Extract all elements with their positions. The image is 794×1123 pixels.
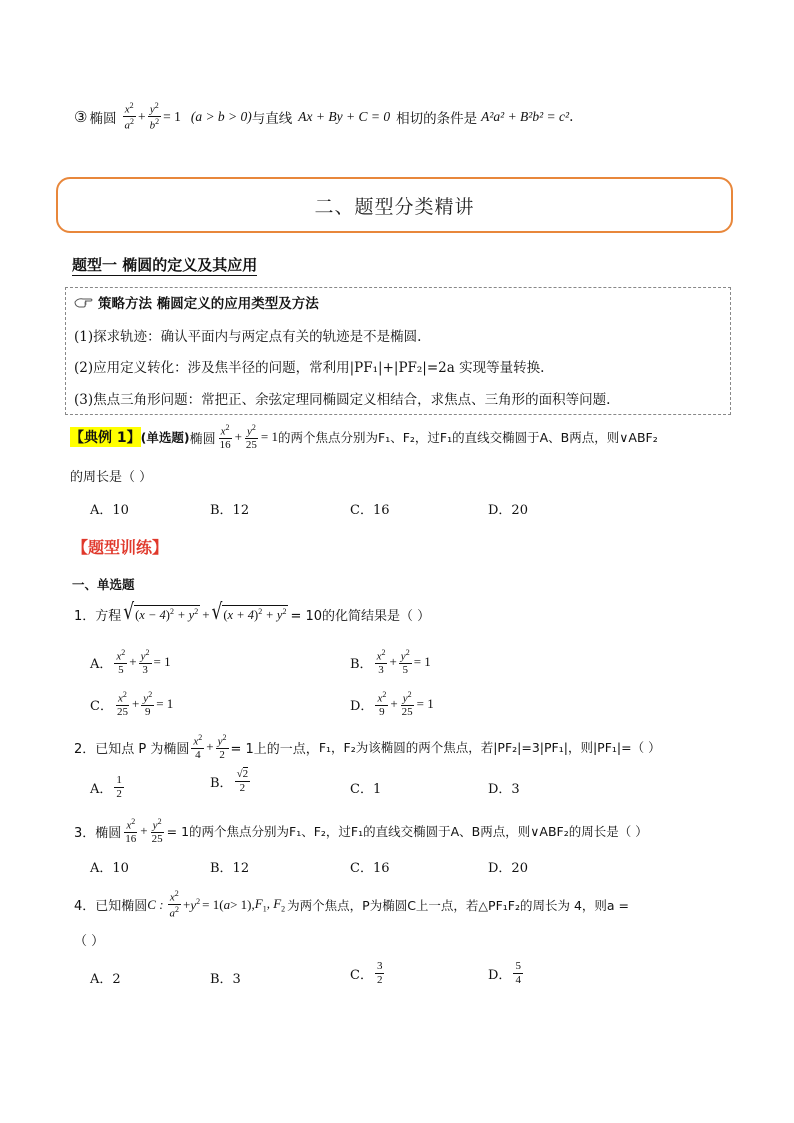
q3-tail: = 1的两个焦点分别为F₁、F₂，过F₁的直线交椭圆于A、B两点，则∨ABF₂的周长是（ ） [166,824,648,840]
q1-prefix: 1．方程 [74,609,122,624]
banner-title: 二、题型分类精讲 [314,195,475,218]
fraction-y2-3: $\frac{y^2}{3}$ [140,648,150,677]
question-type: (单选题) [140,430,190,446]
fraction-x2-16: $\frac{x^2}{16}$ [125,817,137,846]
q3-option-d[interactable]: D．20 [488,861,528,876]
fraction-y2-b2: $\frac{y^2}{b^2}$ [149,101,160,132]
question-3-line: 3．椭圆 $\frac{x^2}{16}$ + $\frac{y^2}{25}$ = 1的两个焦点分别为F₁、F₂，过F₁的直线交椭圆于A、B两点，则∨ABF₂的周长是（ ） [74,817,648,846]
option-letter: D． [350,698,374,714]
q2-mid: = 1上的一点， [230,741,319,757]
fraction-1-2: $\frac{1}{2}$ [116,774,122,800]
strategy-line-2: (2)应用定义转化：涉及焦半径的问题，常利用|PF₁|+|PF₂|=2a 实现等量转换. [74,360,545,376]
fraction-y2-25: $\frac{y^2}{25}$ [151,817,163,846]
training-title: 【题型训练】 [72,538,169,557]
q1-option-b[interactable]: B． $\frac{x^2}{3}$ + $\frac{y^2}{5}$ = 1 [350,648,431,677]
equation-rhs: = 1 [260,429,279,445]
pointing-hand-icon [74,295,94,309]
q4-option-b[interactable]: B．3 [210,972,241,987]
sqrt-term-2: √ $(x + 4)^2 + y^2$ [211,600,287,627]
line-equation: Ax + By + C = 0 [298,108,391,124]
q4-tail-cont: （ ） [74,934,105,949]
q2-option-a[interactable] [90,774,126,800]
fraction-y2-25: $\frac{y^2}{25}$ [401,690,413,719]
example-option-c[interactable]: C．16 [350,503,390,518]
fraction-y2-5: $\frac{y^2}{5}$ [400,648,410,677]
strategy-line-1: (1)探求轨迹：确认平面内与两定点有关的轨迹是不是椭圆. [74,329,422,345]
fraction-x2-a2: $\frac{x^2}{a^2}$ [169,889,180,920]
fraction-y2-25: $\frac{y^2}{25}$ [245,423,257,452]
q3-prefix: 3．椭圆 [74,825,122,841]
subsection-title: 一、单选题 [72,577,135,592]
sqrt-term-1: √ $(x - 4)^2 + y^2$ [123,600,199,627]
fraction-x2-a2: $\frac{x^2}{a^2}$ [124,101,134,132]
option-letter: B． [210,775,233,791]
q3-option-b[interactable]: B．12 [210,861,250,876]
fraction-y2-9: $\frac{y^2}{9}$ [143,690,153,719]
q3-option-c[interactable]: C．16 [350,861,390,876]
option-letter: B． [350,656,373,672]
fraction-x2-25: $\frac{x^2}{25}$ [116,690,128,719]
option-letter: A． [90,781,113,797]
q1-option-a[interactable]: A． $\frac{x^2}{5}$ + $\frac{y^2}{3}$ = 1 [90,648,171,677]
strategy-line-3: (3)焦点三角形问题：常把正、余弦定理同椭圆定义相结合，求焦点、三角形的面积等问题. [74,392,611,408]
strategy-heading: 策略方法 椭圆定义的应用类型及方法 [98,296,319,312]
q2-option-d[interactable]: D．3 [488,782,520,797]
section-title: 题型一 椭圆的定义及其应用 [72,256,258,274]
q4-option-a[interactable]: A．2 [90,972,121,987]
section-banner [56,177,733,233]
fraction-x2-3: $\frac{x^2}{3}$ [376,648,386,677]
circled-3-marker: ③ [74,107,88,126]
fraction-x2-4: $\frac{x^2}{4}$ [193,733,203,762]
option-letter: A． [90,656,113,672]
tangent-condition-text: 相切的条件是 [396,110,478,127]
q2-prefix: 2．已知点 P 为椭圆 [74,741,190,757]
option-letter: D． [488,967,512,983]
tangent-result: A²a² + B²b² = c² [481,108,570,124]
option-letter: C． [350,967,373,983]
fraction-y2-2: $\frac{y^2}{2}$ [217,733,227,762]
q2-tail: F₁，F₂为该椭圆的两个焦点，若|PF₂|=3|PF₁|，则|PF₁|=（ ） [318,740,661,756]
condition-text: (a > b > 0) [190,108,252,124]
fraction-x2-16: $\frac{x^2}{16}$ [219,423,231,452]
example-tag: 【典例 1】 [70,427,141,447]
question-2-line: 2．已知点 P 为椭圆 $\frac{x^2}{4}$ + $\frac{y^2}{2}$ = 1上的一点， F₁，F₂为该椭圆的两个焦点，若|PF₂|=3|PF₁|，则|PF₁|=（ ） [74,733,661,762]
example-option-a[interactable]: A．10 [90,503,129,518]
q4-tail: 为两个焦点，P为椭圆C上一点，若△PF₁F₂的周长为 4，则a = [287,897,630,913]
q2-option-b[interactable] [210,768,252,794]
fraction-x2-5: $\frac{x^2}{5}$ [116,648,126,677]
section-heading [72,254,257,275]
option-letter: C． [90,698,113,714]
question-1-line: 1．方程 √ $(x - 4)^2 + y^2$ + √ $(x + 4)^2 + y^2$ = 10的化简结果是（ ） [74,600,431,627]
question-4-line: 4．已知椭圆 C : $\frac{x^2}{a^2}$ + $y^2$ = 1( a > 1), $F_1$, $F_2$ 为两个焦点，P为椭圆C上一点，若△PF₁F₂的周长为 4，则a = [74,889,630,920]
period: . [569,108,574,125]
fraction-3-2: $\frac{3}{2}$ [376,960,383,986]
condition-line: ③ 椭圆 $\frac{x^2}{a^2}$ + $\frac{y^2}{b^2}$ = 1 (a > b > 0) 与直线 Ax + By + C = 0 相切的条件是 A²a² + B²b² = c² . [74,101,574,132]
q2-option-c[interactable]: C．1 [350,782,382,797]
q4-option-d[interactable] [488,960,525,986]
ellipse-word: 椭圆 [89,110,117,127]
example-option-b[interactable]: B．12 [210,503,250,518]
fraction-5-4: $\frac{5}{4}$ [515,960,521,986]
example-text-cont: 的周长是（ ） [70,470,153,485]
q3-option-a[interactable]: A．10 [90,861,129,876]
fraction-sqrt2-2: $\frac{√2}{2}$ [236,768,249,794]
strategy-box [65,287,731,415]
with-line-text: 与直线 [251,110,293,127]
fraction-x2-9: $\frac{x^2}{9}$ [377,690,387,719]
example-1-line: 【典例 1】 (单选题) 椭圆 $\frac{x^2}{16}$ + $\frac{y^2}{25}$ = 1 的两个焦点分别为F₁、F₂，过F₁的直线交椭圆于A、B两点，则∨ABF₂ [70,423,658,452]
ellipse-word: 椭圆 [189,431,216,447]
example-option-d[interactable]: D．20 [488,503,528,518]
q4-prefix: 4．已知椭圆 [74,899,148,915]
q1-option-c[interactable]: C． $\frac{x^2}{25}$ + $\frac{y^2}{9}$ = 1 [90,690,174,719]
q1-tail: = 10的化简结果是（ ） [290,609,431,624]
q1-option-d[interactable]: D． $\frac{x^2}{9}$ + $\frac{y^2}{25}$ = 1 [350,690,434,719]
example-text: 的两个焦点分别为F₁、F₂，过F₁的直线交椭圆于A、B两点，则∨ABF₂ [278,430,658,446]
q4-option-c[interactable] [350,960,386,986]
strategy-heading-row [74,292,319,312]
